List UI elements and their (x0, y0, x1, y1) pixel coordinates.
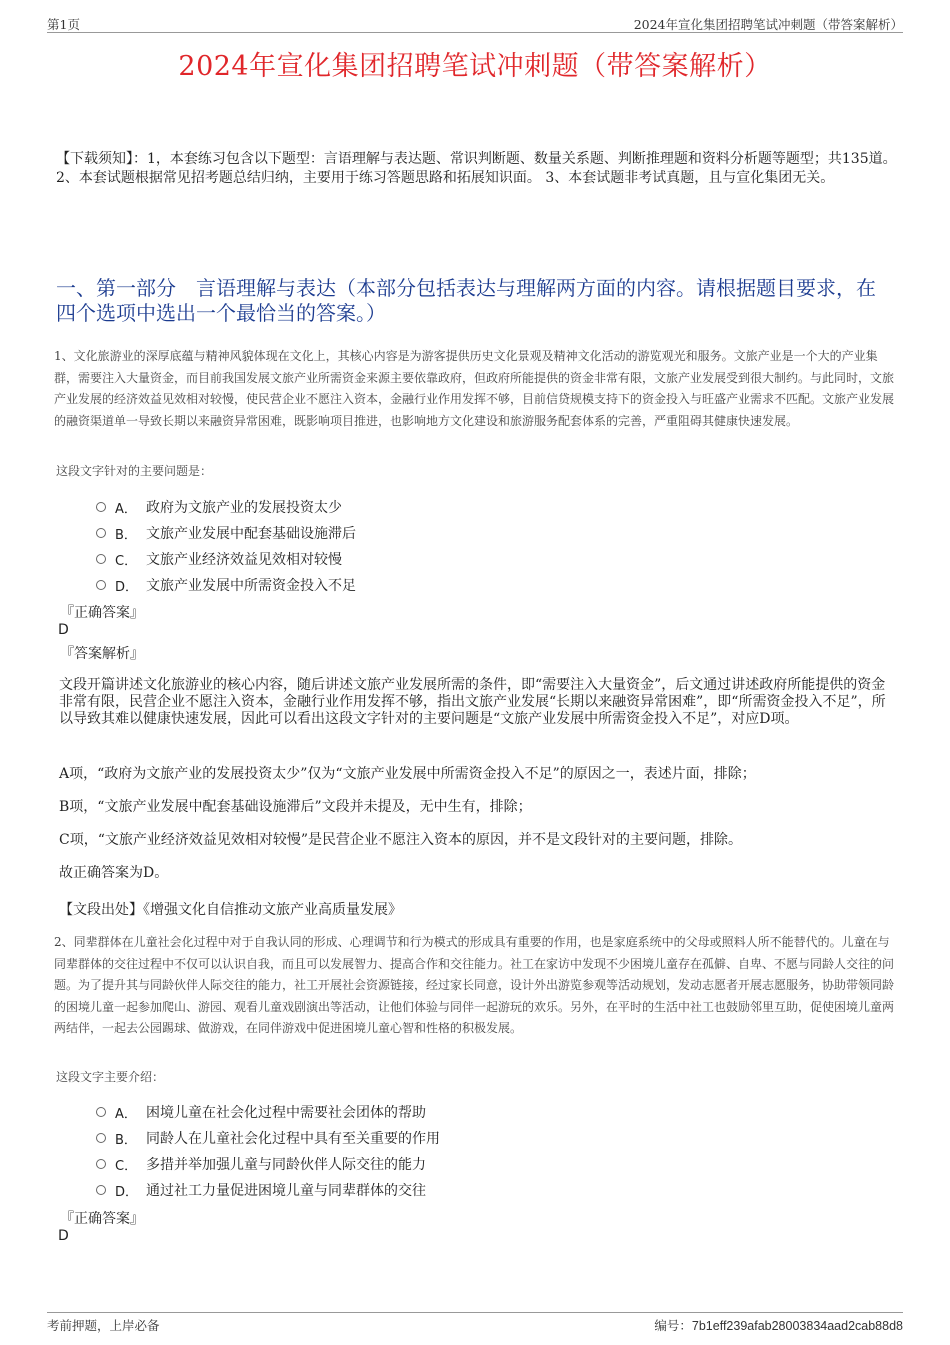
correct-answer: D (58, 622, 69, 638)
analysis-label: 『答案解析』 (60, 646, 144, 662)
radio-button[interactable] (96, 502, 106, 512)
option-text: 政府为文旅产业的发展投资太少 (146, 500, 342, 516)
option-text: 通过社工力量促进困境儿童与同辈群体的交往 (146, 1183, 426, 1199)
analysis-paragraph: C项，“文旅产业经济效益见效相对较慢”是民营企业不愿注入资本的原因，并不是文段针对的主要问题，排除。 (59, 832, 743, 848)
option-c[interactable] (96, 546, 356, 572)
option-d[interactable] (96, 572, 356, 598)
analysis-conclusion: 故正确答案为D。 (59, 865, 169, 881)
question-2-prompt: 这段文字主要介绍： (56, 1070, 165, 1084)
answer-label: 『正确答案』 (60, 1211, 144, 1227)
document-title: 2024年宣化集团招聘笔试冲刺题（带答案解析） (178, 51, 772, 82)
question-2-options (96, 1099, 440, 1203)
question-2-text: 2、同辈群体在儿童社会化过程中对于自我认同的形成、心理调节和行为模式的形成具有重要的作用，也是家庭系统中的父母或照料人所不能替代的。儿童在与同辈群体的交往过程中不仅可以认识自我，而且可以发展智力、提高合作和交往能力。社工在家访中发现不少困境儿童存在孤僻、自卑、不愿与同龄人交往的问题。为了提升其与同龄伙伴人际交往的能力，社工开展社会资源链接，经过家长同意，设计外出游览参观等活动规划，发动志愿者开展志愿服务，协助带领同龄的困境儿童一起参加爬山、游园、观看儿童戏剧演出等活动，让他们体验与同伴一起游玩的欢乐。另外，在平时的生活中社工也鼓励邻里互助，促使困境儿童两两结伴，一起去公园踢球、做游戏，在同伴游戏中促进困境儿童心智和性格的积极发展。 (54, 935, 895, 1035)
option-c[interactable] (96, 1151, 440, 1177)
option-text: 文旅产业经济效益见效相对较慢 (146, 552, 342, 568)
answer-label: 『正确答案』 (60, 605, 144, 621)
option-text: 多措并举加强儿童与同龄伙伴人际交往的能力 (146, 1157, 426, 1173)
question-1-prompt: 这段文字针对的主要问题是： (56, 464, 213, 478)
option-letter: A． (115, 501, 137, 517)
option-letter: C． (115, 553, 138, 569)
radio-button[interactable] (96, 580, 106, 590)
code-label: 编号： (654, 1318, 692, 1333)
option-text: 文旅产业发展中配套基础设施滞后 (146, 526, 356, 542)
radio-button[interactable] (96, 1133, 106, 1143)
radio-button[interactable] (96, 1185, 106, 1195)
download-notice: 【下载须知】：1，本套练习包含以下题型：言语理解与表达题、常识判断题、数量关系题、判断推理题和资料分析题等题型；共135道。 2、本套试题根据常见招考题总结归纳，主要用于练习答题思路和拓展知识面。 3、本套试题非考试真题，且与宣化集团无关。 (56, 151, 897, 186)
analysis-paragraph: 文段开篇讲述文化旅游业的核心内容，随后讲述文旅产业发展所需的条件，即“需要注入大量资金”，后文通过讲述政府所能提供的资金非常有限，民营企业不愿注入资本，金融行业作用发挥不够，指出文旅产业发展“长期以来融资异常困难”，即“所需资金投入不足”，所以导致其难以健康快速发展，因此可以看出这段文字针对的主要问题是“文旅产业发展中所需资金投入不足”，对应D项。 (59, 677, 886, 727)
option-letter: C． (115, 1158, 138, 1174)
question-1-options (96, 494, 356, 598)
option-a[interactable] (96, 494, 356, 520)
option-text: 同龄人在儿童社会化过程中具有至关重要的作用 (146, 1131, 440, 1147)
analysis-paragraph: A项，“政府为文旅产业的发展投资太少”仅为“文旅产业发展中所需资金投入不足”的原因之一，表述片面，排除； (59, 766, 756, 782)
option-b[interactable] (96, 520, 356, 546)
question-1-text: 1、文化旅游业的深厚底蕴与精神风貌体现在文化上，其核心内容是为游客提供历史文化景观及精神文化活动的游览观光和服务。文旅产业是一个大的产业集群，需要注入大量资金，而目前我国发展文旅产业所需资金来源主要依靠政府，但政府所能提供的资金非常有限，文旅产业发展受到很大制约。与此同时，文旅产业发展的经济效益见效相对较慢，使民营企业不愿注入资本，金融行业作用发挥不够，目前信贷规模支持下的资金投入与旺盛产业需求不匹配。文旅产业发展的融资渠道单一导致长期以来融资异常困难，既影响项目推进，也影响地方文化建设和旅游服务配套体系的完善，严重阻碍其健康快速发展。 (54, 349, 895, 428)
option-letter: D． (115, 1184, 139, 1200)
option-letter: A． (115, 1106, 137, 1122)
page-footer (47, 1312, 903, 1335)
option-b[interactable] (96, 1125, 440, 1151)
footer-slogan: 考前押题，上岸必备 (47, 1318, 160, 1333)
page-header (47, 14, 903, 33)
option-a[interactable] (96, 1099, 440, 1125)
option-letter: D． (115, 579, 139, 595)
section-heading: 一、第一部分 言语理解与表达（本部分包括表达与理解两方面的内容。请根据题目要求，在四个选项中选出一个最恰当的答案。） (56, 276, 876, 325)
option-text: 困境儿童在社会化过程中需要社会团体的帮助 (146, 1105, 426, 1121)
option-d[interactable] (96, 1177, 440, 1203)
option-text: 文旅产业发展中所需资金投入不足 (146, 578, 356, 594)
radio-button[interactable] (96, 528, 106, 538)
option-letter: B． (115, 527, 137, 543)
analysis-paragraph: B项，“文旅产业发展中配套基础设施滞后”文段并未提及，无中生有，排除； (59, 799, 532, 815)
footer-code (654, 1316, 903, 1334)
header-doc-title: 2024年宣化集团招聘笔试冲刺题（带答案解析） (633, 17, 903, 32)
code-value: 7b1eff239afab28003834aad2cab88d8 (691, 1319, 903, 1333)
page-number: 第1页 (47, 17, 80, 32)
option-letter: B． (115, 1132, 137, 1148)
radio-button[interactable] (96, 1159, 106, 1169)
correct-answer: D (58, 1228, 69, 1244)
source-citation: 【文段出处】《增强文化自信推动文旅产业高质量发展》 (59, 902, 402, 918)
radio-button[interactable] (96, 554, 106, 564)
radio-button[interactable] (96, 1107, 106, 1117)
